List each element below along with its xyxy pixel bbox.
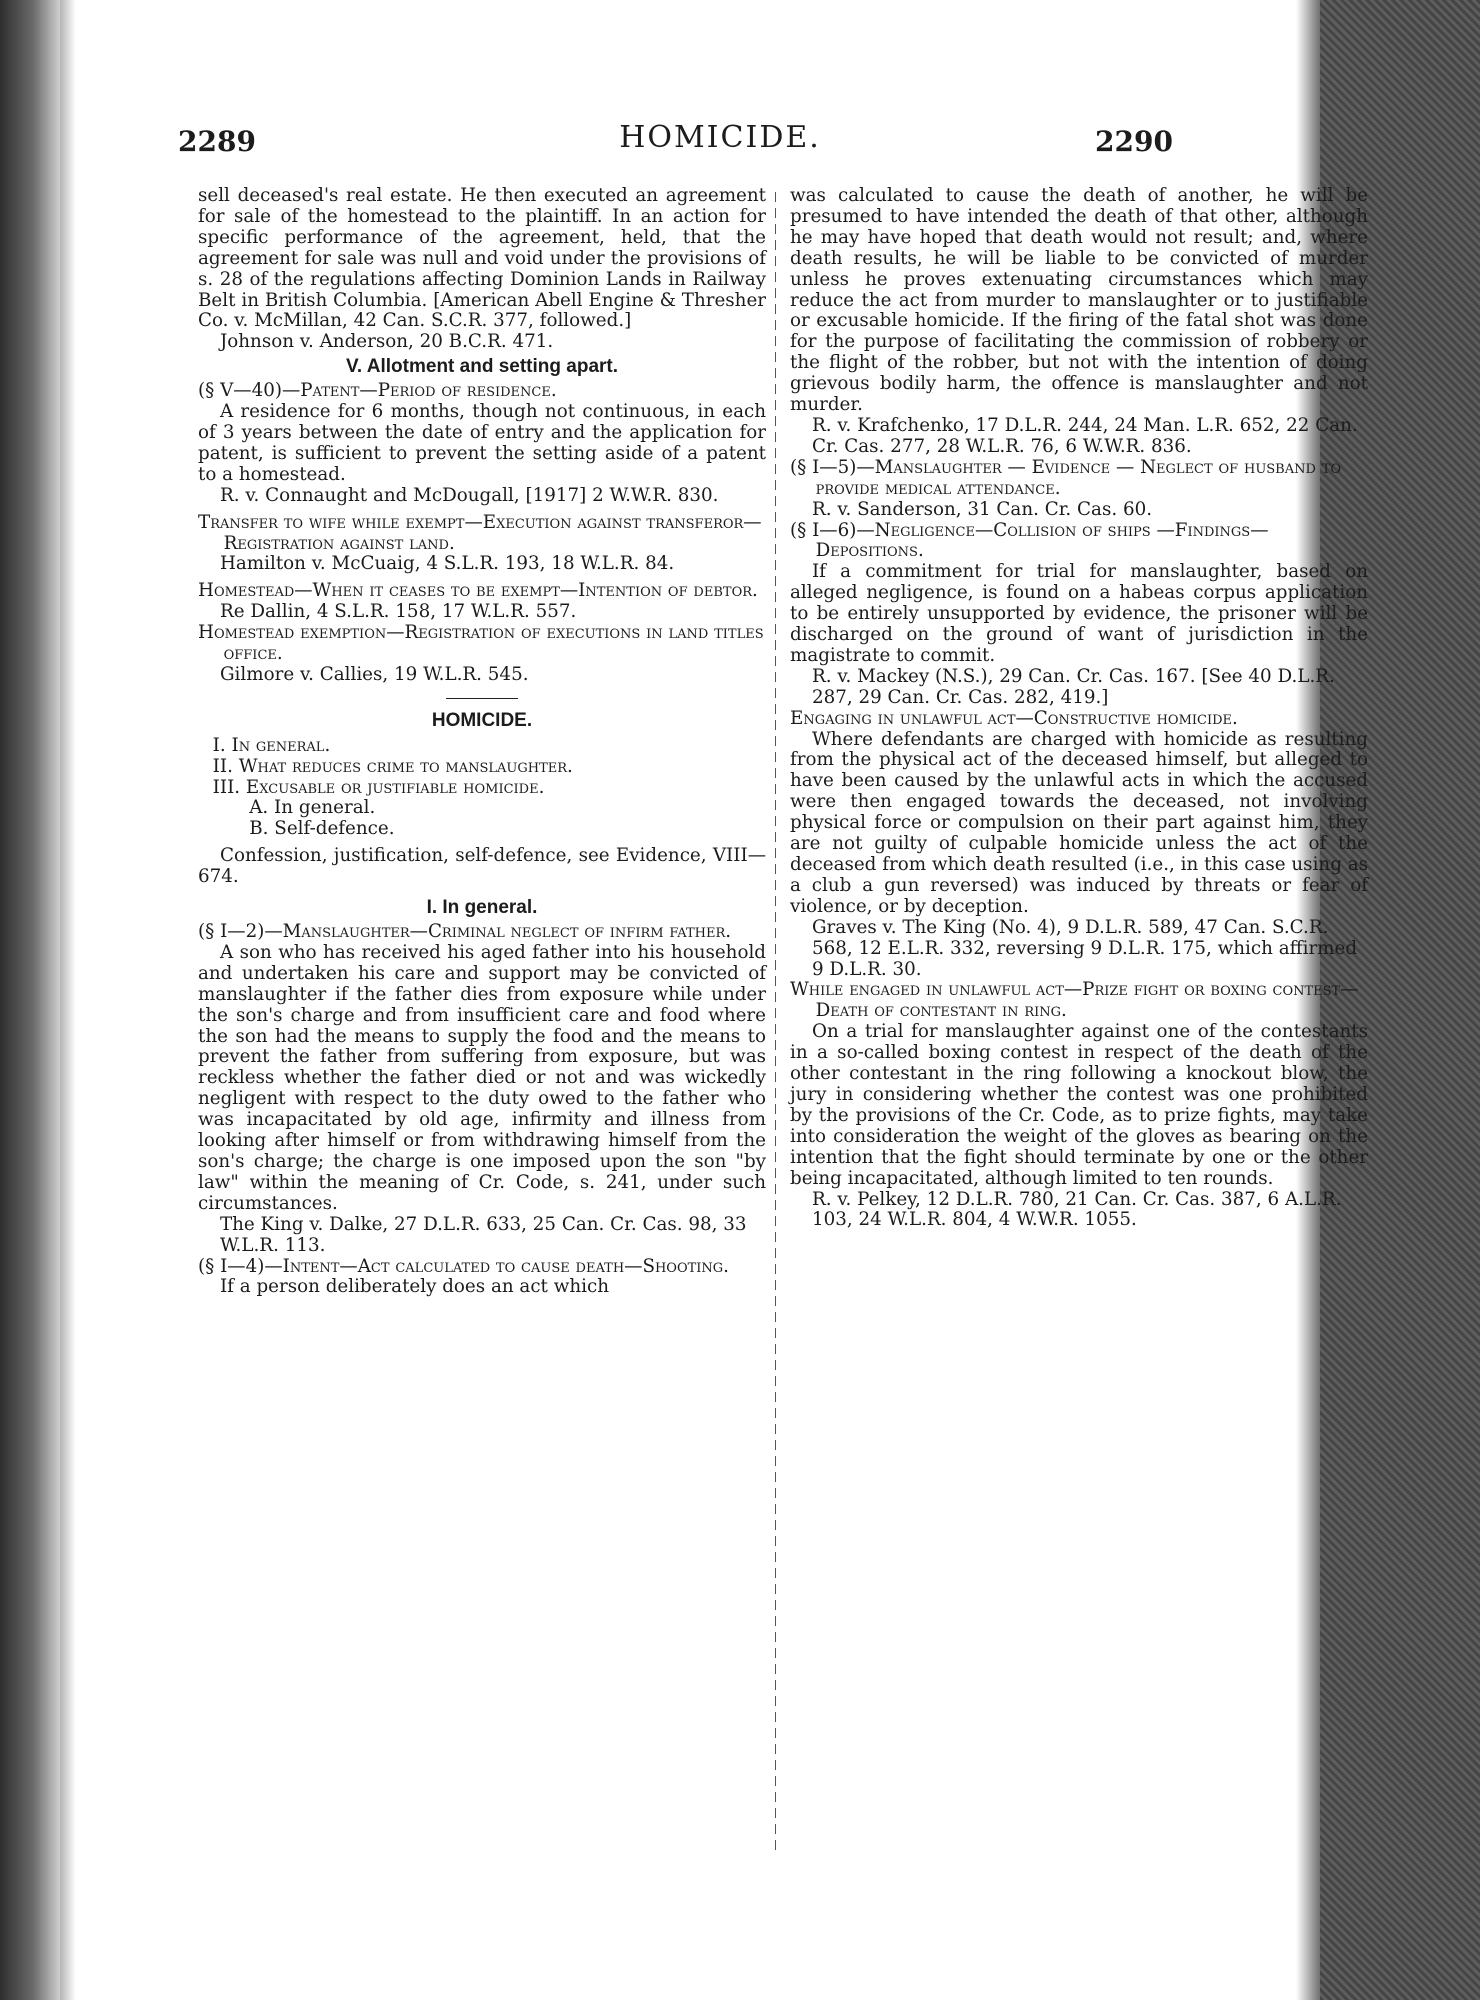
paragraph: Where defendants are charged with homicide as resulting from the physical act of the deceased himself, but alleged to have been caused by the unlawful acts in which the accused were then engaged towards the deceased, not involving physical force or compulsion on their part against him, they are not guilty of culpable homicide unless the act of the deceased from which death resulted (i.e., in this case using as a club a gun reversed) was induced by threats or fear of violence, or by deception. <box>790 728 1368 917</box>
paragraph: A son who has received his aged father into his household and undertaken his care and support may be convicted of manslaughter if the father dies from exposure while under the son's charge and from insufficient care and food where the son had the means to supply the food and the means to prevent the father from suffering from exposure, but was reckless whether the father died or not and was wickedly negligent with respect to the duty owed to the father who was incapacitated by old age, infirmity and illness from looking after himself or from withdrawing himself from the son's charge; the charge is one imposed upon the son "by law" within the meaning of Cr. Code, s. 241, under such circumstances. <box>198 941 766 1214</box>
page-gutter-shadow <box>60 0 76 2000</box>
main-heading: HOMICIDE. <box>431 709 533 731</box>
case-citation: Johnson v. Anderson, 20 B.C.R. 471. <box>219 331 554 353</box>
case-citation: The King v. Dalke, 27 D.L.R. 633, 25 Can. Cr. Cas. 98, 33 W.L.R. 113. <box>219 1213 747 1256</box>
subsection-heading: Homestead—When it ceases to be exempt—Intention of debtor. <box>198 580 758 602</box>
subsection-heading: While engaged in unlawful act—Prize fight or boxing contest—Death of contestant in ring. <box>790 979 1359 1022</box>
case-citation: R. v. Connaught and McDougall, [1917] 2 W.W.R. 830. <box>219 484 719 506</box>
section-heading: I. In general. <box>426 897 538 919</box>
paragraph: was calculated to cause the death of another, he will be presumed to have intended the death of that other, although he may have hoped that death would not result; and, where death results, he will be liable to be convicted of murder unless he proves extenuating circumstances which may reduce the act from murder to manslaughter or to justifiable or excusable homicide. If the firing of the fatal shot was done for the purpose of facilitating the commission of robbery or the flight of the robber, but not with the intention of doing grievous bodily harm, the offence is manslaughter and not murder. <box>790 185 1368 416</box>
subsection-heading: (§ I—5)—Manslaughter — Evidence — Neglect of husband to provide medical attendance. <box>790 456 1342 499</box>
page-number-left: 2289 <box>178 125 256 158</box>
case-citation: Re Dallin, 4 S.L.R. 158, 17 W.L.R. 557. <box>219 601 577 623</box>
case-citation: R. v. Krafchenko, 17 D.L.R. 244, 24 Man. L.R. 652, 22 Can. Cr. Cas. 277, 28 W.L.R. 76, 6 W.W.R. 836. <box>811 414 1358 457</box>
subsection-heading: (§ I—4)—Intent—Act calculated to cause death—Shooting. <box>198 1255 729 1277</box>
divider <box>446 698 518 699</box>
section-heading: V. Allotment and setting apart. <box>345 356 619 378</box>
paragraph: sell deceased's real estate. He then executed an agreement for sale of the homestead to the plaintiff. In an action for specific performance of the agreement, held, that the agreement for sale was null and void under the provisions of s. 28 of the regulations affecting Dominion Lands in Railway Belt in British Columbia. [American Abell Engine & Thresher Co. v. McMillan, 42 Can. S.C.R. 377, followed.] <box>198 185 766 332</box>
paragraph: If a person deliberately does an act which <box>219 1276 610 1298</box>
book-page <box>100 0 1368 2000</box>
subsection-heading: Homestead exemption—Registration of executions in land titles office. <box>198 622 764 665</box>
subsection-heading: Transfer to wife while exempt—Execution against transferor—Registration against land. <box>198 511 762 554</box>
subsection-heading: (§ I—6)—Negligence—Collision of ships —Findings—Depositions. <box>790 519 1269 562</box>
subsection-heading: (§ I—2)—Manslaughter—Criminal neglect of infirm father. <box>198 921 732 942</box>
subsection-heading: Engaging in unlawful act—Constructive homicide. <box>790 707 1238 729</box>
case-citation: R. v. Sanderson, 31 Can. Cr. Cas. 60. <box>811 498 1153 520</box>
outline-subitem: A. In general. <box>249 797 376 819</box>
page-number-right: 2290 <box>1095 125 1173 158</box>
subsection-heading: (§ V—40)—Patent—Period of residence. <box>198 380 557 402</box>
adjacent-page-edge <box>0 0 60 2000</box>
column-divider <box>775 192 776 1852</box>
outline-item: II. What reduces crime to manslaughter. <box>212 755 573 777</box>
right-column <box>790 186 1368 1231</box>
paragraph: A residence for 6 months, though not continuous, in each of 3 years between the date of entry and the application for patent, is sufficient to prevent the setting aside of a patent to a homestead. <box>198 401 766 485</box>
cross-reference: Confession, justification, self-defence, see Evidence, VIII—674. <box>198 845 766 888</box>
outline-subitem: B. Self-defence. <box>249 818 395 840</box>
outline-item: III. Excusable or justifiable homicide. <box>212 776 545 798</box>
case-citation: R. v. Pelkey, 12 D.L.R. 780, 21 Can. Cr. Cas. 387, 6 A.L.R. 103, 24 W.L.R. 804, 4 W.W.R. 1055. <box>811 1188 1342 1231</box>
paragraph: On a trial for manslaughter against one of the contestants in a so-called boxing contest in respect of the death of the other contestant in the ring following a knockout blow, the jury in considering whether the contest was one prohibited by the provisions of the Cr. Code, as to prize fights, may take into consideration the weight of the gloves as bearing on the intention that the fight should terminate by one or the other being incapacitated, although limited to ten rounds. <box>790 1021 1368 1189</box>
topic-outline <box>198 736 766 841</box>
case-citation: Gilmore v. Callies, 19 W.L.R. 545. <box>219 663 529 685</box>
outline-item: I. In general. <box>212 734 331 756</box>
left-column <box>198 186 766 1298</box>
case-citation: R. v. Mackey (N.S.), 29 Can. Cr. Cas. 167. [See 40 D.L.R. 287, 29 Can. Cr. Cas. 282, 419.] <box>811 665 1335 708</box>
running-title: HOMICIDE. <box>619 120 821 155</box>
case-citation: Hamilton v. McCuaig, 4 S.L.R. 193, 18 W.L.R. 84. <box>219 553 675 575</box>
paragraph: If a commitment for trial for manslaughter, based on alleged negligence, is found on a habeas corpus application to be entirely unsupported by evidence, the prisoner will be discharged on the ground of want of jurisdiction in the magistrate to commit. <box>790 561 1368 666</box>
case-citation: Graves v. The King (No. 4), 9 D.L.R. 589, 47 Can. S.C.R. 568, 12 E.L.R. 332, reversing 9 D.L.R. 175, which affirmed 9 D.L.R. 30. <box>811 916 1358 980</box>
